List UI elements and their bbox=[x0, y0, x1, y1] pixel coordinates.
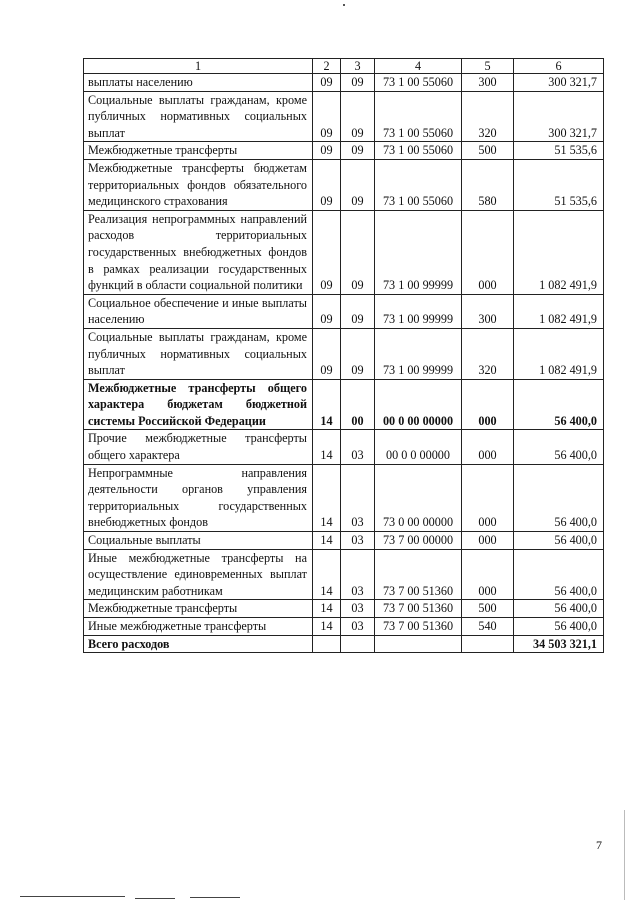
row-expense-type-cell: 000 bbox=[462, 379, 514, 430]
row-subsection-cell: 09 bbox=[341, 294, 375, 328]
row-section-cell: 14 bbox=[313, 532, 341, 550]
row-target-code-cell: 73 0 00 00000 bbox=[375, 464, 462, 531]
row-expense-type-cell: 320 bbox=[462, 91, 514, 142]
table-row bbox=[84, 600, 604, 618]
scan-artifact-line bbox=[135, 898, 175, 899]
budget-expenditure-table bbox=[83, 58, 604, 653]
row-name-cell: Межбюджетные трансферты bbox=[84, 142, 313, 160]
row-subsection-cell: 09 bbox=[341, 159, 375, 210]
row-expense-type-cell: 300 bbox=[462, 294, 514, 328]
row-amount-cell: 56 400,0 bbox=[514, 549, 604, 600]
row-name-cell: Прочие межбюджетные трансферты общего характера bbox=[84, 430, 313, 464]
table-row bbox=[84, 618, 604, 636]
row-name-cell: Иные межбюджетные трансферты bbox=[84, 618, 313, 636]
row-subsection-cell: 09 bbox=[341, 328, 375, 379]
row-expense-type-cell: 540 bbox=[462, 618, 514, 636]
row-amount-cell: 56 400,0 bbox=[514, 430, 604, 464]
row-amount-cell: 300 321,7 bbox=[514, 74, 604, 92]
row-amount-cell: 1 082 491,9 bbox=[514, 210, 604, 294]
row-expense-type-cell: 000 bbox=[462, 430, 514, 464]
header-cell-amount: 6 bbox=[514, 59, 604, 74]
row-subsection-cell: 00 bbox=[341, 379, 375, 430]
row-name-cell: Межбюджетные трансферты общего характера бюджетам бюджетной системы Российской Федерации bbox=[84, 379, 313, 430]
header-cell-target-code: 4 bbox=[375, 59, 462, 74]
row-expense-type-cell: 500 bbox=[462, 600, 514, 618]
row-name-cell: Межбюджетные трансферты бюджетам территориальных фондов обязательного медицинского страхования bbox=[84, 159, 313, 210]
scan-artifact-line bbox=[190, 897, 240, 898]
row-section-cell: 09 bbox=[313, 159, 341, 210]
row-amount-cell: 56 400,0 bbox=[514, 464, 604, 531]
row-target-code-cell: 73 1 00 55060 bbox=[375, 159, 462, 210]
row-section-cell: 14 bbox=[313, 430, 341, 464]
row-section-cell: 14 bbox=[313, 464, 341, 531]
row-section-cell: 09 bbox=[313, 210, 341, 294]
scan-speck bbox=[343, 4, 345, 6]
row-name-cell: Социальные выплаты гражданам, кроме публичных нормативных социальных выплат bbox=[84, 91, 313, 142]
row-subsection-cell: 03 bbox=[341, 464, 375, 531]
table-row bbox=[84, 159, 604, 210]
row-expense-type-cell: 320 bbox=[462, 328, 514, 379]
row-name-cell: Непрограммные направления деятельности органов управления территориальных государственных внебюджетных фондов bbox=[84, 464, 313, 531]
total-row bbox=[84, 635, 604, 653]
row-name-cell: Социальные выплаты гражданам, кроме публичных нормативных социальных выплат bbox=[84, 328, 313, 379]
table-row bbox=[84, 379, 604, 430]
header-cell-name: 1 bbox=[84, 59, 313, 74]
row-section-cell: 14 bbox=[313, 379, 341, 430]
row-name-cell: Социальное обеспечение и иные выплаты населению bbox=[84, 294, 313, 328]
row-name-cell: Реализация непрограммных направлений расходов территориальных государственных внебюджетных фондов в рамках реализации государственных функций в области социальной политики bbox=[84, 210, 313, 294]
table-row bbox=[84, 464, 604, 531]
row-section-cell: 14 bbox=[313, 549, 341, 600]
row-subsection-cell: 09 bbox=[341, 91, 375, 142]
table-row bbox=[84, 328, 604, 379]
row-subsection-cell: 09 bbox=[341, 74, 375, 92]
row-section-cell: 14 bbox=[313, 600, 341, 618]
row-section-cell: 09 bbox=[313, 142, 341, 160]
row-target-code-cell: 73 1 00 99999 bbox=[375, 210, 462, 294]
row-expense-type-cell: 000 bbox=[462, 210, 514, 294]
row-section-cell: 14 bbox=[313, 618, 341, 636]
row-amount-cell: 51 535,6 bbox=[514, 142, 604, 160]
row-amount-cell: 56 400,0 bbox=[514, 379, 604, 430]
row-amount-cell: 56 400,0 bbox=[514, 532, 604, 550]
row-target-code-cell: 00 0 0 00000 bbox=[375, 430, 462, 464]
row-amount-cell: 300 321,7 bbox=[514, 91, 604, 142]
row-subsection-cell: 09 bbox=[341, 210, 375, 294]
row-target-code-cell: 00 0 00 00000 bbox=[375, 379, 462, 430]
row-section-cell: 09 bbox=[313, 294, 341, 328]
scan-artifact-line bbox=[20, 896, 125, 897]
row-section-cell: 09 bbox=[313, 91, 341, 142]
table-row bbox=[84, 430, 604, 464]
row-subsection-cell: 03 bbox=[341, 549, 375, 600]
row-amount-cell: 56 400,0 bbox=[514, 618, 604, 636]
row-section-cell: 09 bbox=[313, 74, 341, 92]
total-empty-cell bbox=[462, 635, 514, 653]
row-expense-type-cell: 580 bbox=[462, 159, 514, 210]
row-expense-type-cell: 000 bbox=[462, 549, 514, 600]
total-amount: 34 503 321,1 bbox=[514, 635, 604, 653]
row-target-code-cell: 73 1 00 55060 bbox=[375, 74, 462, 92]
row-name-cell: Иные межбюджетные трансферты на осуществление единовременных выплат медицинским работникам bbox=[84, 549, 313, 600]
total-empty-cell bbox=[313, 635, 341, 653]
table-body bbox=[84, 74, 604, 636]
row-target-code-cell: 73 1 00 55060 bbox=[375, 91, 462, 142]
row-target-code-cell: 73 7 00 00000 bbox=[375, 532, 462, 550]
table-header-row bbox=[84, 59, 604, 74]
row-subsection-cell: 03 bbox=[341, 532, 375, 550]
table-row bbox=[84, 142, 604, 160]
row-target-code-cell: 73 1 00 99999 bbox=[375, 294, 462, 328]
row-amount-cell: 1 082 491,9 bbox=[514, 294, 604, 328]
row-target-code-cell: 73 7 00 51360 bbox=[375, 549, 462, 600]
table-row bbox=[84, 549, 604, 600]
row-expense-type-cell: 000 bbox=[462, 464, 514, 531]
row-target-code-cell: 73 7 00 51360 bbox=[375, 600, 462, 618]
row-subsection-cell: 03 bbox=[341, 600, 375, 618]
row-amount-cell: 1 082 491,9 bbox=[514, 328, 604, 379]
row-name-cell: выплаты населению bbox=[84, 74, 313, 92]
header-cell-section: 2 bbox=[313, 59, 341, 74]
row-target-code-cell: 73 1 00 55060 bbox=[375, 142, 462, 160]
total-label: Всего расходов bbox=[84, 635, 313, 653]
row-amount-cell: 51 535,6 bbox=[514, 159, 604, 210]
header-cell-subsection: 3 bbox=[341, 59, 375, 74]
scan-artifact-line bbox=[624, 810, 625, 900]
row-expense-type-cell: 300 bbox=[462, 74, 514, 92]
row-subsection-cell: 03 bbox=[341, 430, 375, 464]
row-expense-type-cell: 500 bbox=[462, 142, 514, 160]
row-name-cell: Межбюджетные трансферты bbox=[84, 600, 313, 618]
table-row bbox=[84, 294, 604, 328]
table-row bbox=[84, 91, 604, 142]
row-expense-type-cell: 000 bbox=[462, 532, 514, 550]
table-row bbox=[84, 532, 604, 550]
header-cell-expense-type: 5 bbox=[462, 59, 514, 74]
total-empty-cell bbox=[375, 635, 462, 653]
row-subsection-cell: 03 bbox=[341, 618, 375, 636]
row-target-code-cell: 73 7 00 51360 bbox=[375, 618, 462, 636]
row-name-cell: Социальные выплаты bbox=[84, 532, 313, 550]
page-number: 7 bbox=[596, 838, 602, 852]
table-row bbox=[84, 210, 604, 294]
row-target-code-cell: 73 1 00 99999 bbox=[375, 328, 462, 379]
total-empty-cell bbox=[341, 635, 375, 653]
row-section-cell: 09 bbox=[313, 328, 341, 379]
table-row bbox=[84, 74, 604, 92]
row-amount-cell: 56 400,0 bbox=[514, 600, 604, 618]
row-subsection-cell: 09 bbox=[341, 142, 375, 160]
